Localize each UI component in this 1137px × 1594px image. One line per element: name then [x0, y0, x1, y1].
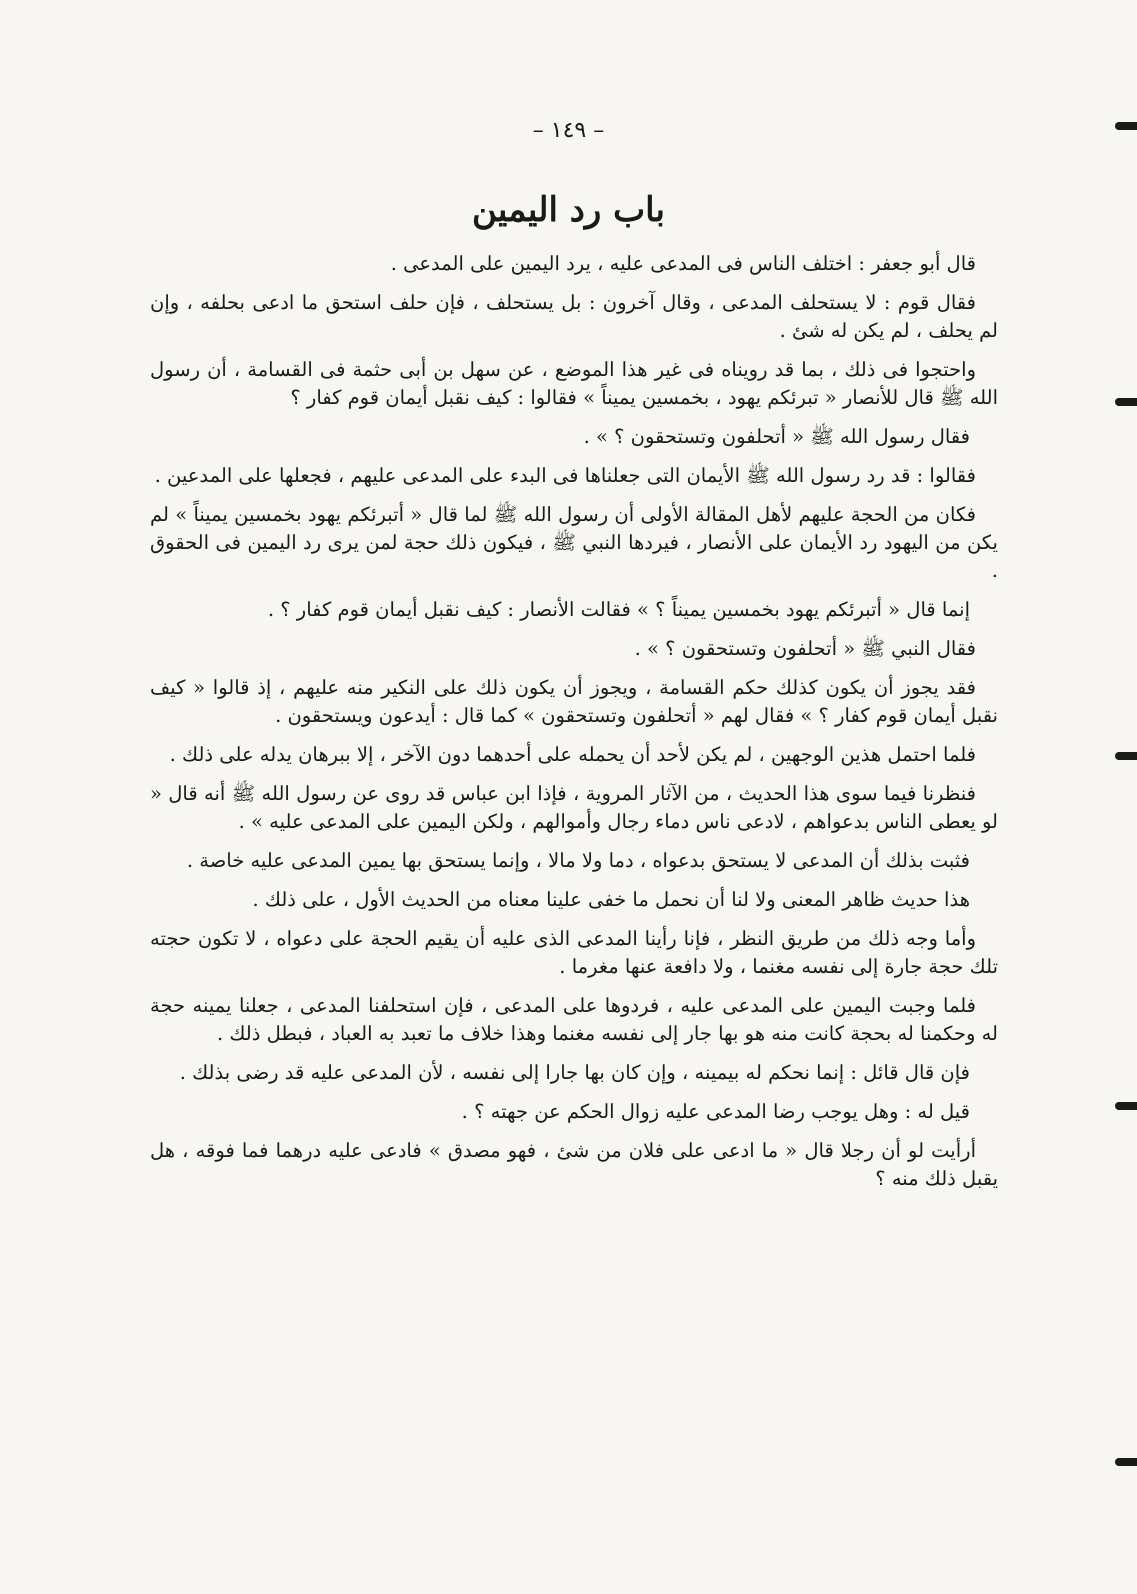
paragraph: إنما قال « أتبرئكم يهود بخمسين يميناً ؟ » فقالت الأنصار : كيف نقبل أيمان قوم كفار ؟ .: [267, 598, 970, 621]
paragraph: فنظرنا فيما سوى هذا الحديث ، من الآثار المروية ، فإذا ابن عباس قد روى عن رسول الله ﷺ أنه قال « لو يعطى الناس بدعواهم ، لادعى ناس دماء رجال وأموالهم ، ولكن اليمين على المدعى عليه » .: [150, 782, 998, 833]
scan-edge-mark: [1115, 752, 1137, 760]
paragraph: قال أبو جعفر : اختلف الناس فى المدعى عليه ، يرد اليمين على المدعى .: [390, 252, 976, 275]
paragraph: قيل له : وهل يوجب رضا المدعى عليه زوال الحكم عن جهته ؟ .: [461, 1100, 970, 1123]
paragraph: فقال النبي ﷺ « أتحلفون وتستحقون ؟ » .: [634, 637, 976, 660]
paragraph: فلما احتمل هذين الوجهين ، لم يكن لأحد أن يحمله على أحدهما دون الآخر ، إلا ببرهان يدله على ذلك .: [169, 743, 976, 766]
paragraph: فقالوا : قد رد رسول الله ﷺ الأيمان التى جعلناها فى البدء على المدعى عليهم ، فجعلها على المدعين .: [154, 464, 976, 487]
paragraph: أرأيت لو أن رجلا قال « ما ادعى على فلان من شئ ، فهو مصدق » فادعى عليه درهما فما فوقه ، هل يقبل ذلك منه ؟: [150, 1139, 998, 1190]
scan-edge-mark: [1115, 122, 1137, 130]
paragraph: فقال قوم : لا يستحلف المدعى ، وقال آخرون : بل يستحلف ، فإن حلف استحق ما ادعى بحلفه ، وإن لم يحلف ، لم يكن له شئ .: [150, 291, 998, 342]
paragraph: فلما وجبت اليمين على المدعى عليه ، فردوها على المدعى ، فإن استحلفنا المدعى ، جعلنا يمينه حجة له وحكمنا له بحجة كانت منه هو بها جار إلى نفسه مغنما وهذا خلاف ما تعبد به العباد ، فبطل ذلك .: [150, 994, 998, 1045]
page-number: – ١٤٩ –: [532, 118, 605, 143]
paragraph: فثبت بذلك أن المدعى لا يستحق بدعواه ، دما ولا مالا ، وإنما يستحق بها يمين المدعى عليه خاصة .: [186, 849, 970, 872]
paragraph: وأما وجه ذلك من طريق النظر ، فإنا رأينا المدعى الذى عليه أن يقيم الحجة على دعواه ، لا تكون حجته تلك حجة جارة إلى نفسه مغنما ، ولا دافعة عنها مغرما .: [150, 927, 998, 978]
scan-edge-mark: [1115, 1458, 1137, 1466]
paragraph: فقال رسول الله ﷺ « أتحلفون وتستحقون ؟ » .: [583, 425, 970, 448]
paragraph: فقد يجوز أن يكون كذلك حكم القسامة ، ويجوز أن يكون ذلك على النكير منه عليهم ، إذ قالوا « كيف نقبل أيمان قوم كفار ؟ » فقال لهم « أتحلفون وتستحقون » كما قال : أيدعون ويستحقون .: [150, 676, 998, 727]
scan-edge-mark: [1115, 1102, 1137, 1110]
scan-edge-mark: [1115, 398, 1137, 406]
paragraph: واحتجوا فى ذلك ، بما قد رويناه فى غير هذا الموضع ، عن سهل بن أبى حثمة فى القسامة ، أن رسول الله ﷺ قال للأنصار « تبرئكم يهود ، بخمسين يميناً » فقالوا : كيف نقبل أيمان قوم كفار ؟: [150, 358, 998, 409]
paragraph: فكان من الحجة عليهم لأهل المقالة الأولى أن رسول الله ﷺ لما قال « أتبرئكم يهود بخمسين يميناً » لم يكن من اليهود رد الأيمان على الأنصار ، فيردها النبي ﷺ ، فيكون ذلك حجة لمن يرى رد اليمين فى الحقوق .: [150, 503, 998, 582]
paragraph: هذا حديث ظاهر المعنى ولا لنا أن نحمل ما خفى علينا معناه من الحديث الأول ، على ذلك .: [252, 888, 970, 911]
body-text: [150, 250, 998, 1204]
chapter-title: باب رد اليمين: [472, 190, 665, 230]
paragraph: فإن قال قائل : إنما نحكم له بيمينه ، وإن كان بها جارا إلى نفسه ، لأن المدعى عليه قد رضى بذلك .: [179, 1061, 970, 1084]
